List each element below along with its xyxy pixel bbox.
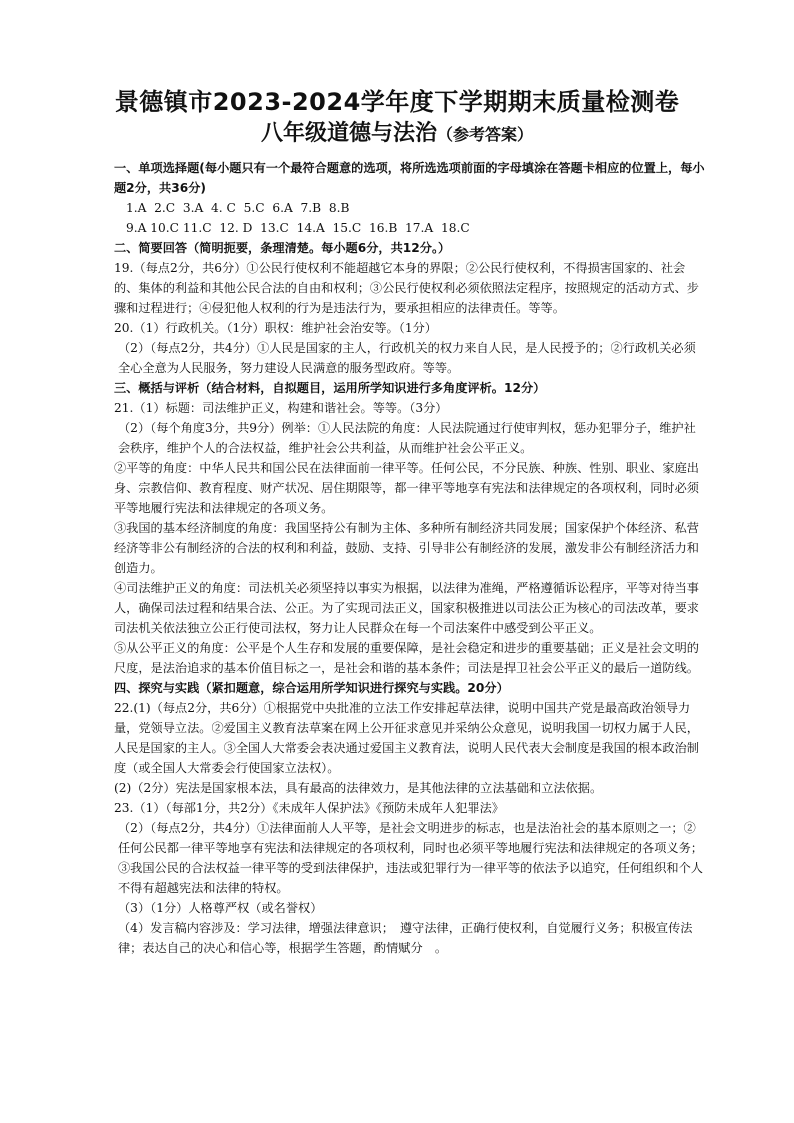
subtitle-note: （参考答案） bbox=[437, 125, 534, 144]
section-4-heading: 四、探究与实践（紧扣题意，综合运用所学知识进行探究与实践。20分） bbox=[114, 681, 509, 695]
document-subtitle bbox=[0, 116, 794, 147]
subject-name: 八年级道德与法治 bbox=[260, 121, 437, 146]
question-23-part-2: （2）（每点2分，共4分）①法律面前人人平等，是社会文明进步的标志，也是法治社会的基本原则之一；②任何公民都一律平等地享有宪法和法律规定的各项权利，同时也必须平等地履行宪法和法律规定的各项义务；③我国公民的合法权益一律平等的受到法律保护，违法或犯罪行为一律平等的依法予以追究，任何组织和个人不得有超越宪法和法律的特权。 bbox=[118, 821, 703, 895]
question-21-point-4: ④司法维护正义的角度：司法机关必须坚持以事实为根据，以法律为准绳，严格遵循诉讼程序，平等对待当事人，确保司法过程和结果合法、公正。为了实现司法正义，国家积极推进以司法公正为核心的司法改革，要求司法机关依法独立公正行使司法权，努力让人民群众在每一个司法案件中感受到公平正义。 bbox=[114, 581, 699, 635]
document-title: 景德镇市2023-2024学年度下学期期末质量检测卷 bbox=[114, 88, 680, 116]
question-21-point-3: ③我国的基本经济制度的角度：我国坚持公有制为主体、多种所有制经济共同发展；国家保护个体经济、私营经济等非公有制经济的合法的权利和利益，鼓励、支持、引导非公有制经济的发展，激发非公有制经济活力和创造力。 bbox=[114, 521, 699, 575]
question-23-part-4: （4）发言稿内容涉及：学习法律，增强法律意识； 遵守法律，正确行使权利，自觉履行义务；积极宣传法律；表达自己的决心和信心等，根据学生答题，酌情赋分 。 bbox=[118, 921, 693, 955]
question-20-part-2: （2）（每点2分，共4分）①人民是国家的主人，行政机关的权力来自人民，是人民授予的；②行政机关必须全心全意为人民服务，努力建设人民满意的服务型政府。等等。 bbox=[118, 341, 696, 375]
question-22-part-1: 22.(1)（每点2分，共6分）①根据党中央批准的立法工作安排起草法律，说明中国共产党是最高政治领导力量，党领导立法。②爱国主义教育法草案在网上公开征求意见并采纳公众意见，说明我国一切权力属于人民，人民是国家的主人。③全国人大常委会表决通过爱国主义教育法，说明人民代表大会制度是我国的根本政治制度（或全国人大常委会行使国家立法权）。 bbox=[114, 701, 699, 775]
answer-content bbox=[114, 158, 706, 958]
question-21-point-5: ⑤从公平正义的角度：公平是个人生存和发展的重要保障，是社会稳定和进步的重要基础；正义是社会文明的尺度，是法治追求的基本价值目标之一，是社会和谐的基本条件；司法是捍卫社会公平正义的最后一道防线。 bbox=[114, 641, 699, 675]
question-23-part-1: 23.（1）（每部1分，共2分）《未成年人保护法》《预防未成年人犯罪法》 bbox=[114, 801, 504, 815]
question-22-part-2: (2)（2分）宪法是国家根本法，具有最高的法律效力，是其他法律的立法基础和立法依据。 bbox=[114, 781, 603, 795]
section-1-heading: 一、单项选择题(每小题只有一个最符合题意的选项，将所选选项前面的字母填涂在答题卡相应的位置上，每小题2分，共36分) bbox=[114, 161, 705, 195]
question-19-answer: 19.（每点2分，共6分）①公民行使权利不能超越它本身的界限；②公民行使权利，不得损害国家的、社会的、集体的利益和其他公民合法的自由和权利；③公民行使权利必须依照法定程序，按照规定的活动方式、步骤和过程进行；④侵犯他人权利的行为是违法行为，要承担相应的法律责任。等等。 bbox=[114, 261, 699, 315]
section-2-heading: 二、简要回答（简明扼要，条理清楚。每小题6分，共12分。） bbox=[114, 241, 451, 255]
question-20-part-1: 20.（1）行政机关。（1分）职权：维护社会治安等。（1分） bbox=[114, 321, 437, 335]
choice-answers-row-1: 1.A 2.C 3.A 4. C 5.C 6.A 7.B 8.B bbox=[126, 201, 350, 215]
choice-answers-row-2: 9.A 10.C 11.C 12. D 13.C 14.A 15.C 16.B 17.A 18.C bbox=[126, 221, 470, 235]
question-23-part-3: （3）（1分）人格尊严权（或名誉权） bbox=[118, 901, 323, 915]
section-3-heading: 三、概括与评析（结合材料，自拟题目，运用所学知识进行多角度评析。12分） bbox=[114, 381, 546, 395]
question-21-part-2: （2）（每个角度3分，共9分）例举：①人民法院的角度：人民法院通过行使审判权，惩办犯罪分子，维护社会秩序，维护个人的合法权益，维护社会公共利益，从而维护社会公平正义。 bbox=[118, 421, 696, 455]
question-21-point-2: ②平等的角度：中华人民共和国公民在法律面前一律平等。任何公民，不分民族、种族、性别、职业、家庭出身、宗教信仰、教育程度、财产状况、居住期限等，都一律平等地享有宪法和法律规定的各项权利，同时必须平等地履行宪法和法律规定的各项义务。 bbox=[114, 461, 699, 515]
question-21-part-1: 21.（1）标题：司法维护正义，构建和谐社会。等等。（3分） bbox=[114, 401, 448, 415]
